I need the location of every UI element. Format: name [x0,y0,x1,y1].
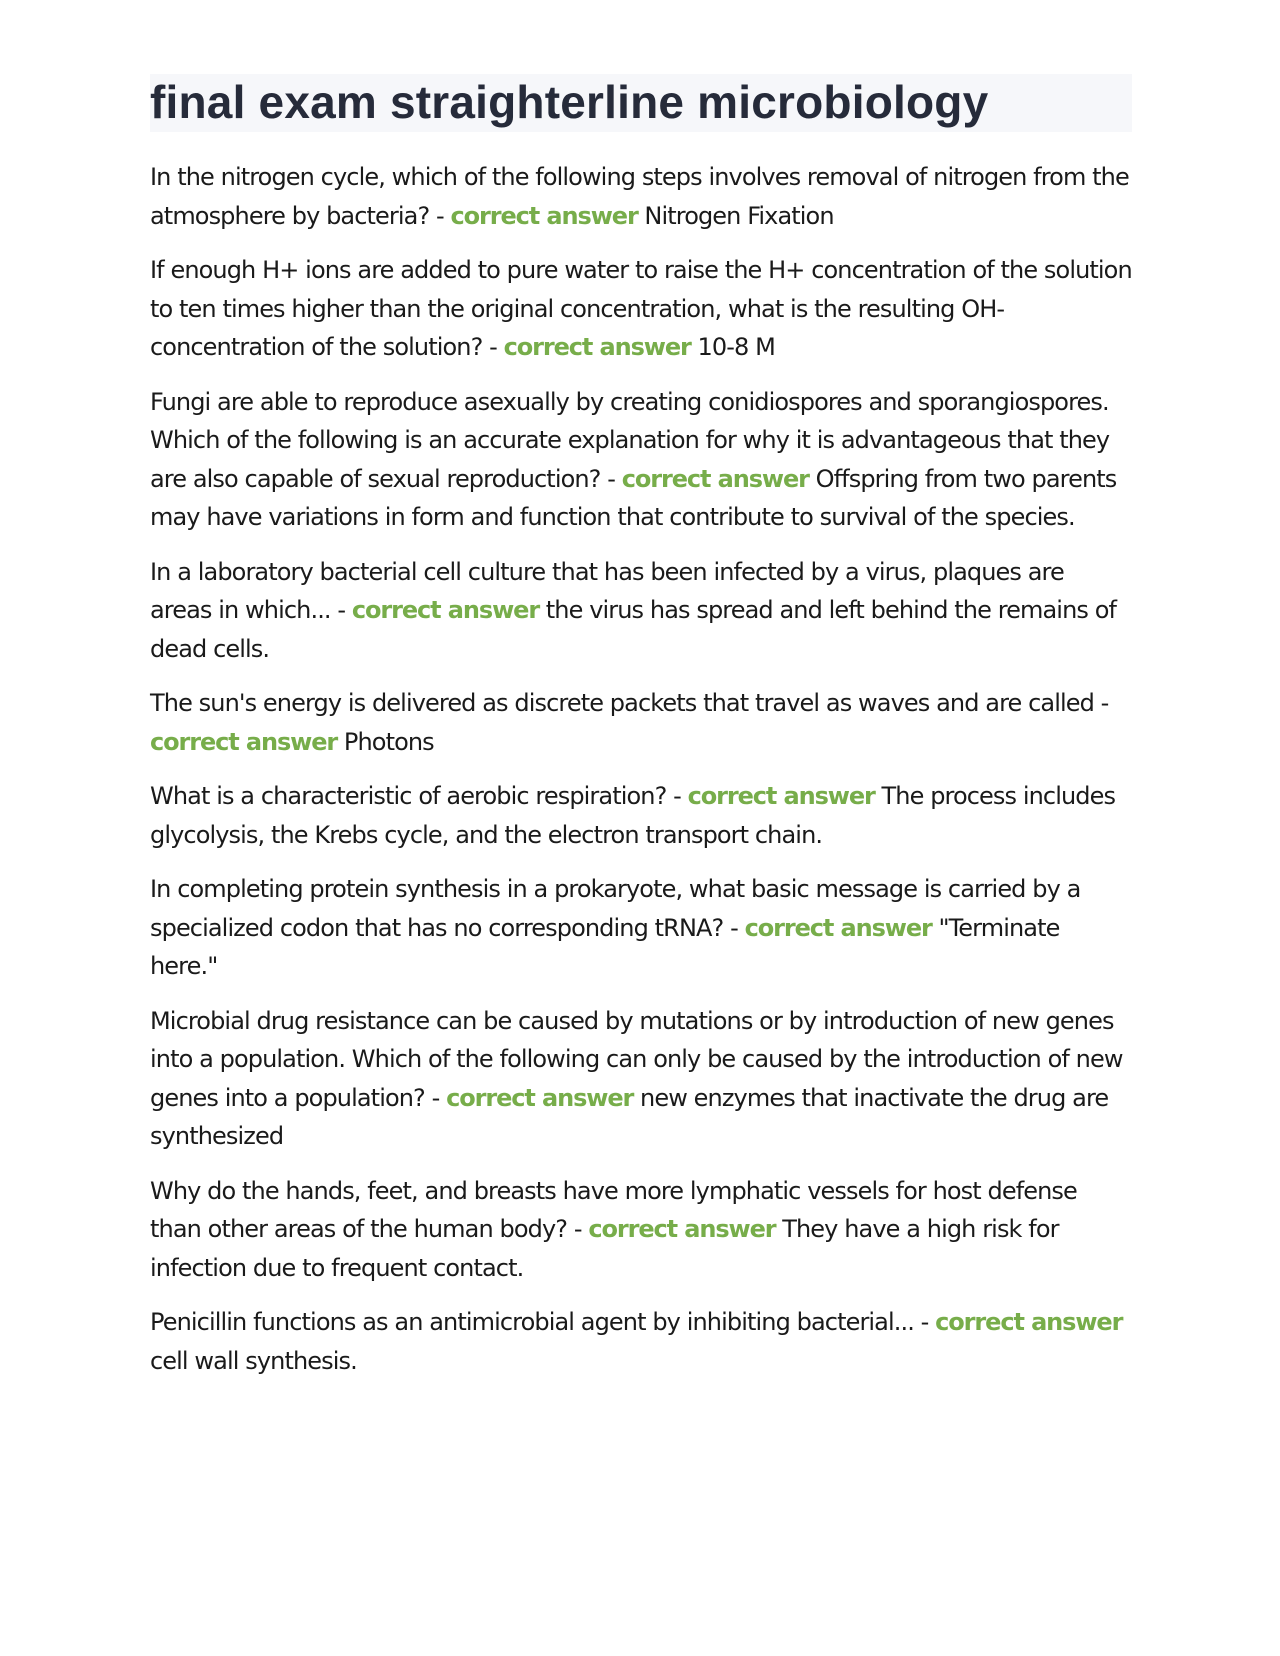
answer-text: cell wall synthesis. [150,1346,357,1375]
question-text: Penicillin functions as an antimicrobial agent by inhibiting bacterial... - [150,1308,936,1336]
correct-answer-label: correct answer [744,913,932,942]
answer-text: 10-8 M [697,333,775,361]
qa-item [150,553,1132,669]
qa-item [150,870,1132,986]
question-text: The sun's energy is delivered as discrete packets that travel as waves and are called - [150,689,1109,717]
qa-item [150,1172,1132,1288]
question-text: In a laboratory bacterial cell culture that has been infected by a virus, plaques are areas in which... - [150,557,1064,624]
answer-text: Offspring from two parents may have variations in form and function that contribute to survival of the species. [150,464,1117,531]
qa-item [150,251,1132,367]
qa-item [150,1303,1132,1380]
document-page [150,74,1132,1396]
answer-text: Nitrogen Fixation [644,201,834,230]
answer-text: Photons [343,727,434,756]
correct-answer-label: correct answer [150,727,338,756]
question-text: Microbial drug resistance can be caused by mutations or by introduction of new genes into a population. Which of the following can only be caused by the introduction of new genes into a population? - [150,1006,1123,1112]
correct-answer-label: correct answer [351,596,540,624]
question-text: In the nitrogen cycle, which of the following steps involves removal of nitrogen from the atmosphere by bacteria? - [150,163,1129,230]
correct-answer-label: correct answer [450,201,638,230]
question-text: Why do the hands, feet, and breasts have more lymphatic vessels for host defense than other areas of the human body? - [150,1176,1077,1243]
correct-answer-label: correct answer [621,464,809,493]
answer-text: the virus has spread and left behind the remains of dead cells. [150,596,1117,663]
qa-item [150,1002,1132,1156]
correct-answer-label: correct answer [687,782,875,810]
question-text: In completing protein synthesis in a prokaryote, what basic message is carried by a specialized codon that has no corresponding tRNA? - [150,875,1081,942]
answer-text: The process includes glycolysis, the Krebs cycle, and the electron transport chain. [150,782,1116,849]
question-text: What is a characteristic of aerobic respiration? - [150,782,688,810]
qa-item [150,158,1132,235]
answer-text: new enzymes that inactivate the drug are synthesized [150,1083,1109,1150]
question-text: Fungi are able to reproduce asexually by creating conidiospores and sporangiospores. Which of the following is an accurate explanation for why it is advantageous that they are also capable of sexual reproduction? - [150,387,1110,493]
correct-answer-label: correct answer [935,1308,1123,1336]
answer-text: "Terminate here." [150,913,1060,980]
correct-answer-label: correct answer [503,333,691,361]
document-title: final exam straighterline microbiology [150,74,1132,132]
qa-item [150,383,1132,537]
correct-answer-label: correct answer [446,1083,634,1112]
correct-answer-label: correct answer [588,1215,776,1243]
answer-text: They have a high risk for infection due to frequent contact. [150,1215,1059,1282]
qa-item [150,684,1132,761]
question-text: If enough H+ ions are added to pure water to raise the H+ concentration of the solution to ten times higher than the original concentration, what is the resulting OH- concentration of the solution? - [150,256,1132,361]
qa-item [150,777,1132,854]
